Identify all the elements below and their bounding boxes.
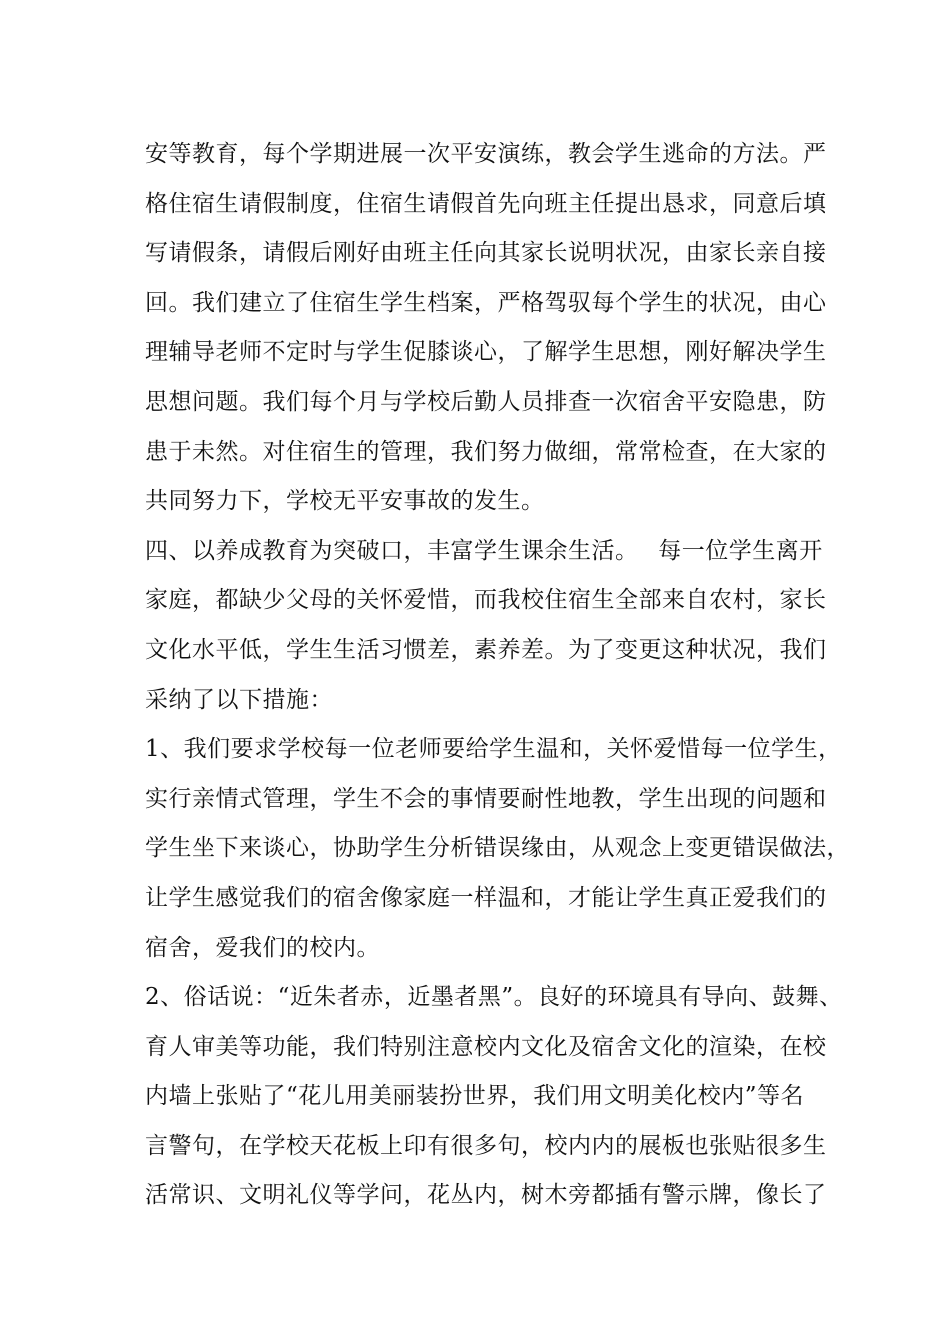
section-heading-line: 四、以养成教育为突破口，丰富学生课余生活。 每一位学生离开 xyxy=(145,537,823,564)
text-line: 学生坐下来谈心，协助学生分析错误缘由，从观念上变更错误做法， xyxy=(145,835,850,862)
list-item-line: 1、我们要求学校每一位老师要给学生温和，关怀爱惜每一位学生， xyxy=(145,736,842,763)
text-line: 宿舍，爱我们的校内。 xyxy=(145,934,380,961)
text-line: 让学生感觉我们的宿舍像家庭一样温和，才能让学生真正爱我们的 xyxy=(145,884,827,911)
text-line: 活常识、文明礼仪等学问，花丛内，树木旁都插有警示牌，像长了 xyxy=(145,1182,827,1209)
text-line: 内墙上张贴了“花儿用美丽装扮世界，我们用文明美化校内”等名 xyxy=(145,1083,805,1110)
text-line: 患于未然。对住宿生的管理，我们努力做细，常常检查，在大家的 xyxy=(145,438,827,465)
text-line: 回。我们建立了住宿生学生档案，严格驾驭每个学生的状况，由心 xyxy=(145,289,827,316)
text-line: 采纳了以下措施： xyxy=(145,686,333,713)
text-line: 共同努力下，学校无平安事故的发生。 xyxy=(145,488,545,515)
text-line: 安等教育，每个学期进展一次平安演练，教会学生逃命的方法。严 xyxy=(145,141,827,167)
text-line: 理辅导老师不定时与学生促膝谈心，了解学生思想，刚好解决学生 xyxy=(145,339,827,366)
text-line: 家庭，都缺少父母的关怀爱惜，而我校住宿生全部来自农村，家长 xyxy=(145,587,827,614)
text-line: 文化水平低，学生生活习惯差，素养差。为了变更这种状况，我们 xyxy=(145,636,827,663)
text-line: 思想问题。我们每个月与学校后勤人员排查一次宿舍平安隐患，防 xyxy=(145,388,827,415)
list-item-line: 2、俗话说：“近朱者赤，近墨者黑”。良好的环境具有导向、鼓舞、 xyxy=(145,984,843,1011)
text-line: 育人审美等功能，我们特别注意校内文化及宿舍文化的渲染，在校 xyxy=(145,1033,827,1060)
text-line: 格住宿生请假制度，住宿生请假首先向班主任提出恳求，同意后填 xyxy=(145,190,827,217)
text-line: 写请假条，请假后刚好由班主任向其家长说明状况，由家长亲自接 xyxy=(145,240,827,267)
text-line: 言警句，在学校天花板上印有很多句，校内内的展板也张贴很多生 xyxy=(145,1132,827,1159)
body-text xyxy=(145,130,850,1221)
text-line: 实行亲情式管理，学生不会的事情要耐性地教，学生出现的问题和 xyxy=(145,785,827,812)
